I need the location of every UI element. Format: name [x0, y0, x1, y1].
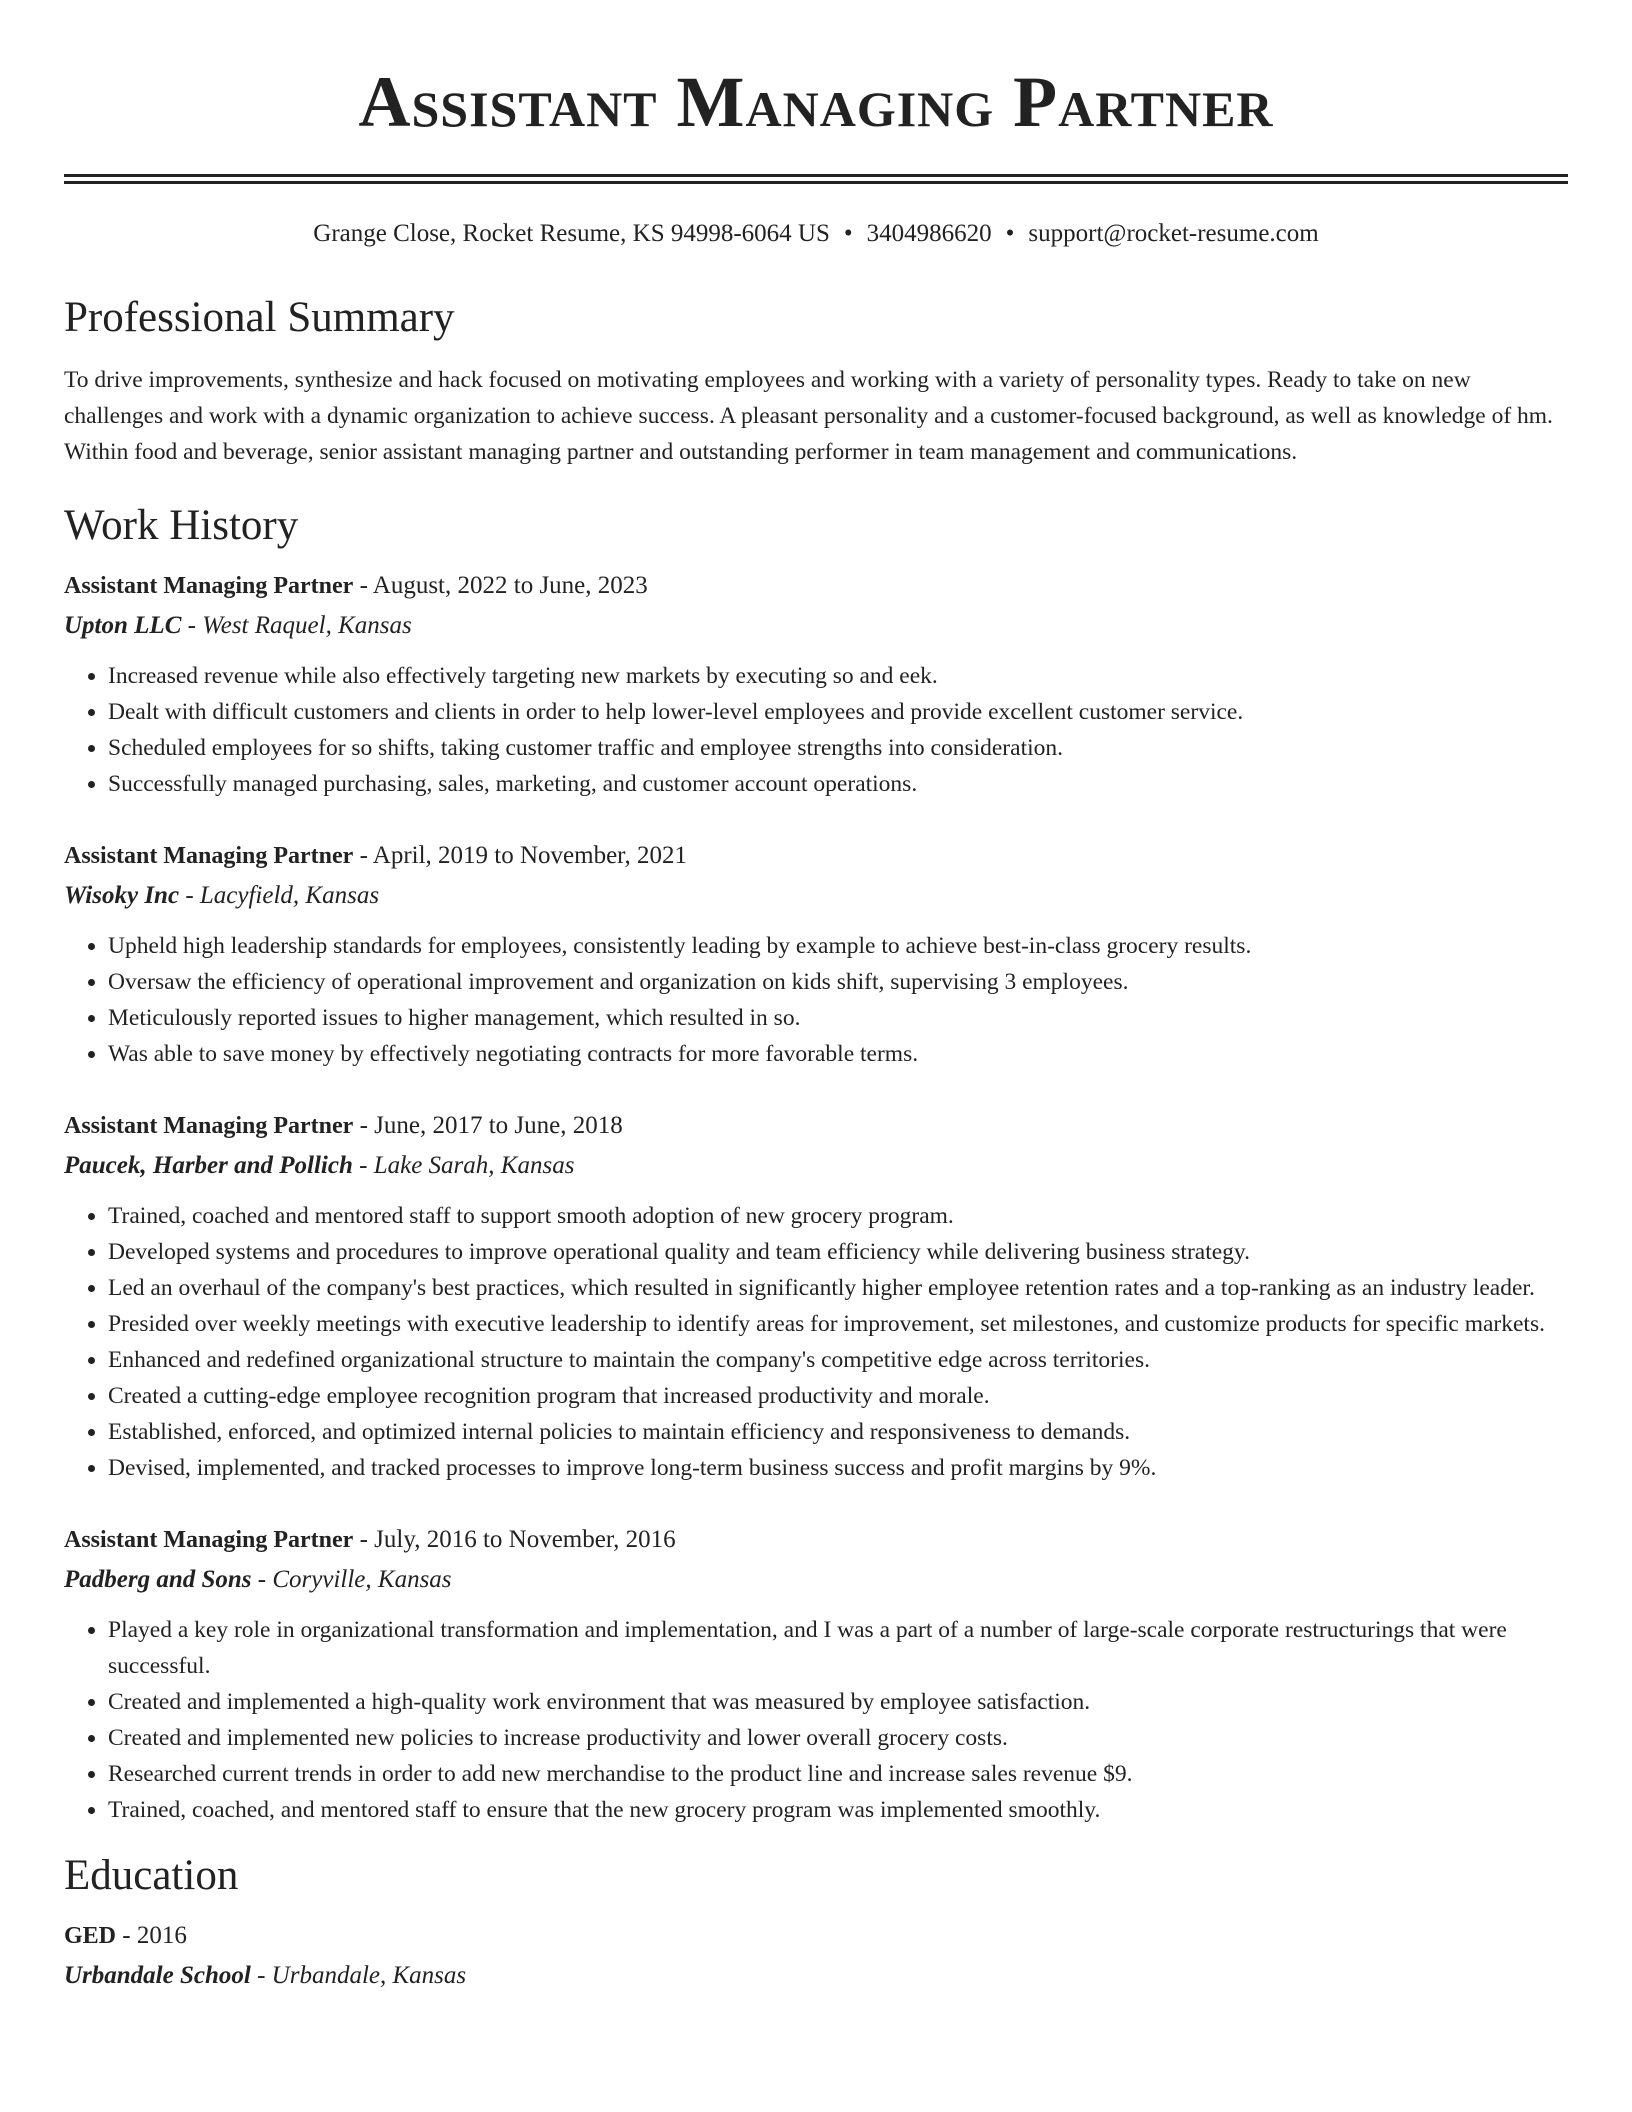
job-bullet: • Created and implemented a high-quality work environment that was measured by employee satisfaction.: [108, 1684, 1568, 1720]
contact-separator: •: [1005, 220, 1015, 247]
education-year: - 2016: [116, 1922, 187, 1949]
job-company: Wisoky Inc: [64, 882, 180, 909]
job-entry: [64, 836, 1568, 1072]
job-bullet: • Developed systems and procedures to improve operational quality and team efficiency while delivering business strategy.: [108, 1234, 1568, 1270]
job-company-line: [64, 606, 1568, 646]
job-bullet: • Led an overhaul of the company's best practices, which resulted in significantly higher employee retention rates and a top-ranking as an industry leader.: [108, 1270, 1568, 1306]
summary-text: To drive improvements, synthesize and hack focused on motivating employees and working with a variety of personality types. Ready to take on new challenges and work with a dynamic organization to achieve success. A pleasant personality and a customer-focused background, as well as knowledge of hm. Within food and beverage, senior assistant managing partner and outstanding performer in team management and communications.: [64, 367, 1553, 465]
job-bullet: • Trained, coached and mentored staff to support smooth adoption of new grocery program.: [108, 1198, 1568, 1234]
education-school-line: [64, 1956, 1568, 1996]
job-company: Upton LLC: [64, 612, 182, 639]
job-title-line: [64, 1106, 1568, 1146]
job-bullet: • Scheduled employees for so shifts, taking customer traffic and employee strengths into consideration.: [108, 730, 1568, 766]
resume-title: Assistant Managing Partner: [358, 62, 1274, 142]
job-bullet: • Oversaw the efficiency of operational improvement and organization on kids shift, supervising 3 employees.: [108, 964, 1568, 1000]
job-bullets: [64, 928, 1568, 1072]
job-title: Assistant Managing Partner: [64, 843, 354, 869]
job-entry: [64, 566, 1568, 802]
title-double-rule: [64, 174, 1568, 184]
education-location: - Urbandale, Kansas: [250, 1962, 467, 1989]
job-bullet: • Successfully managed purchasing, sales, marketing, and customer account operations.: [108, 766, 1568, 802]
job-location: - Coryville, Kansas: [251, 1566, 452, 1593]
job-bullet: • Created and implemented new policies to increase productivity and lower overall grocery costs.: [108, 1720, 1568, 1756]
education-degree-line: [64, 1916, 1568, 1956]
job-dates: - April, 2019 to November, 2021: [353, 842, 688, 869]
job-dates: - August, 2022 to June, 2023: [353, 572, 648, 599]
job-entry: [64, 1106, 1568, 1486]
job-dates: - July, 2016 to November, 2016: [353, 1526, 676, 1553]
job-bullet: • Trained, coached, and mentored staff to ensure that the new grocery program was implemented smoothly.: [108, 1792, 1568, 1828]
job-bullet: • Presided over weekly meetings with executive leadership to identify areas for improvement, set milestones, and customize products for specific markets.: [108, 1306, 1568, 1342]
education-school: Urbandale School: [64, 1962, 251, 1989]
job-bullet: • Created a cutting-edge employee recognition program that increased productivity and morale.: [108, 1378, 1568, 1414]
contact-address: Grange Close, Rocket Resume, KS 94998-6064 US: [313, 220, 830, 247]
work-history-heading: Work History: [64, 502, 299, 549]
job-location: - West Raquel, Kansas: [181, 612, 412, 639]
job-title-line: [64, 836, 1568, 876]
job-location: - Lacyfield, Kansas: [179, 882, 380, 909]
summary-heading: Professional Summary: [64, 294, 455, 341]
job-entry: [64, 1520, 1568, 1828]
job-bullet: • Enhanced and redefined organizational structure to maintain the company's competitive edge across territories.: [108, 1342, 1568, 1378]
job-company: Paucek, Harber and Pollich: [64, 1152, 353, 1179]
job-company: Padberg and Sons: [64, 1566, 252, 1593]
job-location: - Lake Sarah, Kansas: [352, 1152, 575, 1179]
job-title: Assistant Managing Partner: [64, 1527, 354, 1553]
job-company-line: [64, 876, 1568, 916]
job-bullet: • Researched current trends in order to add new merchandise to the product line and increase sales revenue $9.: [108, 1756, 1568, 1792]
job-bullet: • Established, enforced, and optimized internal policies to maintain efficiency and responsiveness to demands.: [108, 1414, 1568, 1450]
job-bullet: • Played a key role in organizational transformation and implementation, and I was a part of a number of large-scale corporate restructurings that were successful.: [108, 1612, 1568, 1684]
job-company-line: [64, 1560, 1568, 1600]
education-heading: Education: [64, 1852, 239, 1899]
job-dates: - June, 2017 to June, 2018: [353, 1112, 623, 1139]
job-bullet: • Dealt with difficult customers and clients in order to help lower-level employees and provide excellent customer service.: [108, 694, 1568, 730]
job-title-line: [64, 1520, 1568, 1560]
job-bullet: • Was able to save money by effectively negotiating contracts for more favorable terms.: [108, 1036, 1568, 1072]
job-company-line: [64, 1146, 1568, 1186]
contact-separator: •: [843, 220, 853, 247]
contact-email[interactable]: support@rocket-resume.com: [1028, 220, 1319, 247]
contact-phone: 3404986620: [866, 220, 992, 247]
job-title: Assistant Managing Partner: [64, 573, 354, 599]
education-degree: GED: [64, 1923, 117, 1949]
contact-line: [64, 218, 1568, 250]
job-bullets: [64, 1198, 1568, 1486]
job-bullets: [64, 658, 1568, 802]
job-bullet: • Devised, implemented, and tracked processes to improve long-term business success and profit margins by 9%.: [108, 1450, 1568, 1486]
work-history-list: [64, 566, 1568, 1828]
job-title: Assistant Managing Partner: [64, 1113, 354, 1139]
education-entry: [64, 1916, 1568, 1996]
job-title-line: [64, 566, 1568, 606]
job-bullet: • Meticulously reported issues to higher management, which resulted in so.: [108, 1000, 1568, 1036]
job-bullet: • Increased revenue while also effectively targeting new markets by executing so and eek.: [108, 658, 1568, 694]
job-bullet: • Upheld high leadership standards for employees, consistently leading by example to achieve best-in-class grocery results.: [108, 928, 1568, 964]
job-bullets: [64, 1612, 1568, 1828]
